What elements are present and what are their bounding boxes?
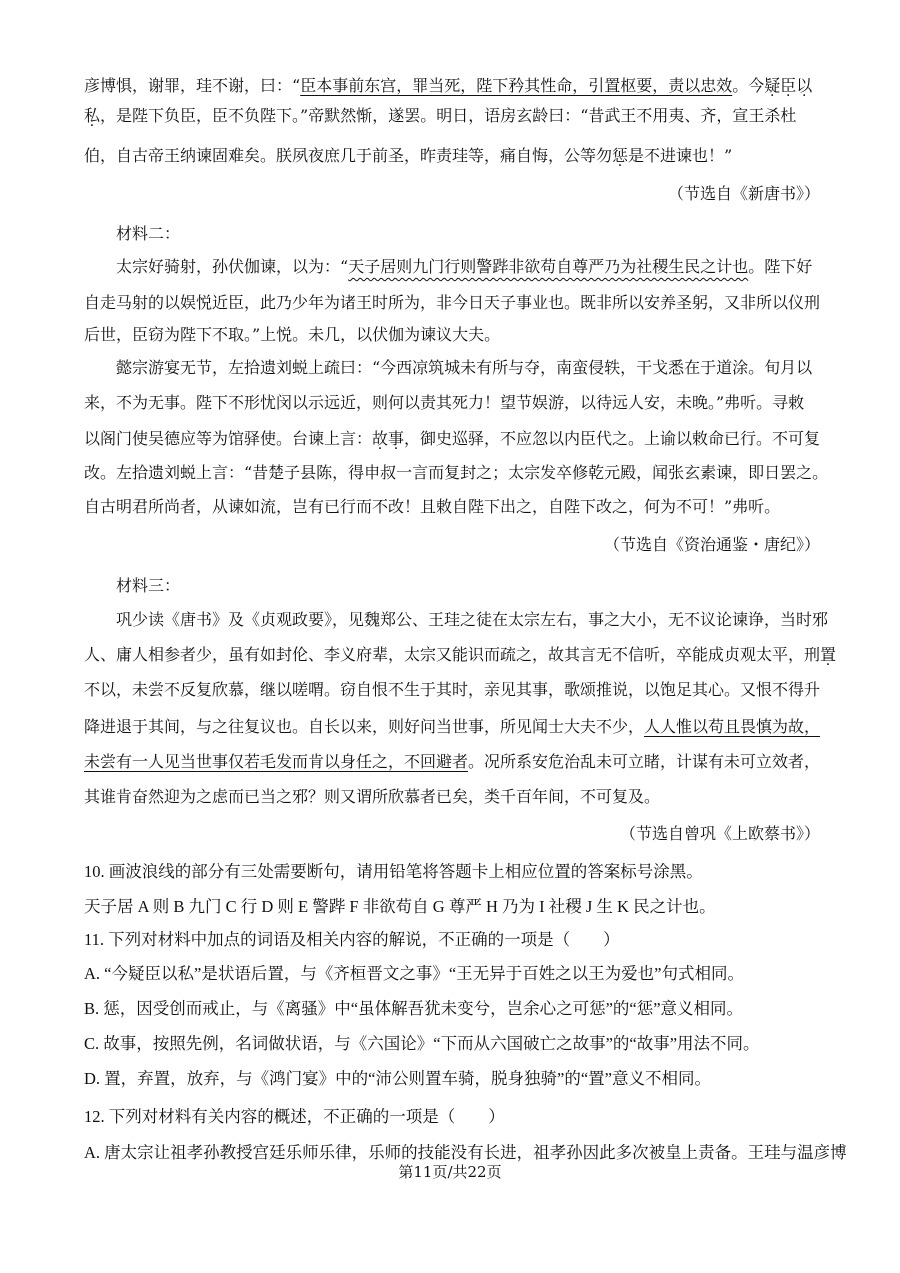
- text-line: 自古明君所尚者，从谏如流，岂有已行而不改！且敕自陛下出之，自陛下改之，何为不可！”弗听。: [84, 497, 781, 516]
- text-line: 巩少读《唐书》及《贞观政要》，见魏郑公、王珪之徒在太宗左右，事之大小，无不议论谏诤，当时邪: [116, 610, 829, 629]
- text-span: 彦博惧，谢罪，珪不谢，曰：“: [84, 76, 301, 95]
- text-span: 以阁门使吴德应等为馆驿使。台谏上言：: [84, 429, 373, 448]
- text-line: 后世，臣窃为陛下不取。”上悦。未几，以伏伽为谏议大夫。: [84, 325, 501, 344]
- text-span: ，御史巡驿，不应忽以内臣代之。上谕以敕命已行。不可复: [404, 429, 821, 448]
- text-span: 。陛下好: [748, 257, 813, 276]
- wavy-underlined-text: 天子居则九门行则警跸非欲苟自尊严乃为社稷生民之计也: [348, 257, 749, 276]
- text-line: [84, 751, 820, 773]
- text-line: 懿宗游宴无节，左拾遗刘蜕上疏曰：“今西凉筑城未有所与夺，南蛮侵轶，干戈悉在于道涂。旬月以: [116, 358, 813, 377]
- underlined-text: 臣本事前东宫，罪当死，陛下矜其性命，引置枢要，责以忠效: [300, 76, 733, 95]
- dotted-emphasis-char: 臣: [780, 76, 797, 95]
- text-line: 不以，未尝不反复欣慕，继以嗟喟。窃自恨不生于其时，亲见其事，歌颂推说，以饱足其心。又恨不得升: [84, 680, 821, 699]
- text-span: 降进退于其间，与之往复议也。自长以来，则好问当世事，所见闻士大夫不少，: [84, 717, 645, 736]
- text-line: [116, 256, 820, 278]
- source-citation: （节选自《资治通鉴・唐纪》）: [603, 535, 820, 554]
- text-line: 材料二：: [116, 224, 181, 243]
- text-span: ，是陛下负臣，臣不负陛下。”帝默然惭，遂罢。明日，语房玄龄曰：“昔武王不用夷、齐，宣王杀杜: [100, 106, 797, 125]
- dotted-emphasis-char: 以: [796, 76, 813, 95]
- text-span: 伯，自古帝王纳谏固难矣。朕夙夜庶几于前圣，昨责珪等，痛自悔，公等勿: [84, 146, 613, 165]
- question-line: 12. 下列对材料有关内容的概述，不正确的一项是（ ）: [84, 1107, 505, 1126]
- text-line: [84, 75, 820, 97]
- question-line: 10. 画波浪线的部分有三处需要断句，请用铅笔将答题卡上相应位置的答案标号涂黑。: [84, 862, 703, 881]
- dotted-emphasis-char: 惩: [612, 146, 629, 165]
- text-span: 是不进谏也！”: [628, 146, 733, 165]
- source-citation: （节选自《新唐书》）: [667, 184, 820, 203]
- text-line: [84, 428, 820, 450]
- text-line: 自走马射的以娱悦近臣，此乃少年为诸王时所为，非今日天子事业也。既非所以安养圣躬，又非所以仪刑: [84, 293, 821, 312]
- dotted-emphasis-char: 故: [372, 429, 389, 448]
- question-line: 天子居 A 则 B 九门 C 行 D 则 E 警跸 F 非欲苟自 G 尊严 H 乃为 I 社稷 J 生 K 民之计也。: [84, 897, 716, 916]
- dotted-emphasis-char: 置: [820, 645, 837, 664]
- question-line: B. 惩，因受创而戒止，与《离骚》中“虽体解吾犹未变兮，岂余心之可惩”的“惩”意义相同。: [84, 999, 744, 1018]
- underlined-text: 人人惟以苟且畏慎为故，: [644, 717, 821, 736]
- text-line: 来，不为无事。陛下不形忧闵以示远近，则何以责其死力！望节娱游，以待远人安，未晚。”弗听。寻敕: [84, 393, 805, 412]
- underlined-text: 未尝有一人见当世事仅若毛发而肯以身任之，不回避者: [84, 752, 469, 771]
- text-span: 。况所系安危治乱未可立睹，计谋有未可立效者，: [468, 752, 821, 771]
- dotted-emphasis-char: 私: [84, 106, 101, 125]
- question-line: 11. 下列对材料中加点的词语及相关内容的解说，不正确的一项是（ ）: [84, 930, 620, 949]
- text-line: 材料三：: [116, 576, 181, 595]
- question-line: A. “今疑臣以私”是状语后置，与《齐桓晋文之事》“王无异于百姓之以王为爱也”句式相同。: [84, 964, 744, 983]
- text-line: [84, 644, 837, 666]
- text-line: [84, 716, 820, 738]
- dotted-emphasis-char: 事: [388, 429, 405, 448]
- text-span: 太宗好骑射，孙伏伽谏，以为：“: [116, 257, 349, 276]
- source-citation: （节选自曾巩《上欧蔡书》）: [619, 824, 820, 843]
- text-line: 改。左拾遗刘蜕上言：“昔楚子县陈，得申叔一言而复封之；太宗发卒修乾元殿，闻张玄素谏，即日罢之。: [84, 463, 829, 482]
- text-line: [84, 145, 820, 167]
- question-line: C. 故事，按照先例，名词做状语，与《六国论》“下而从六国破亡之故事”的“故事”用法不同。: [84, 1034, 760, 1053]
- text-line: 其谁肯奋然迎为之虑而已当之邪？则又谓所欣慕者已矣，类千百年间，不可复及。: [84, 787, 661, 806]
- text-span: 。今: [732, 76, 765, 95]
- dotted-emphasis-char: 疑: [764, 76, 781, 95]
- page-footer: 第11页/共22页: [398, 1163, 502, 1181]
- text-line: [84, 105, 820, 127]
- question-line: D. 置，弃置，放弃，与《鸿门宴》中的“沛公则置车骑，脱身独骑”的“置”意义不相同。: [84, 1069, 711, 1088]
- text-span: 人、庸人相参者少，虽有如封伦、李义府辈，太宗又能识而疏之，故其言无不信听，卒能成贞观太平，刑: [84, 645, 821, 664]
- question-line: A. 唐太宗让祖孝孙教授宫廷乐师乐律，乐师的技能没有长进，祖孝孙因此多次被皇上责备。王珪与温彦博: [84, 1143, 847, 1162]
